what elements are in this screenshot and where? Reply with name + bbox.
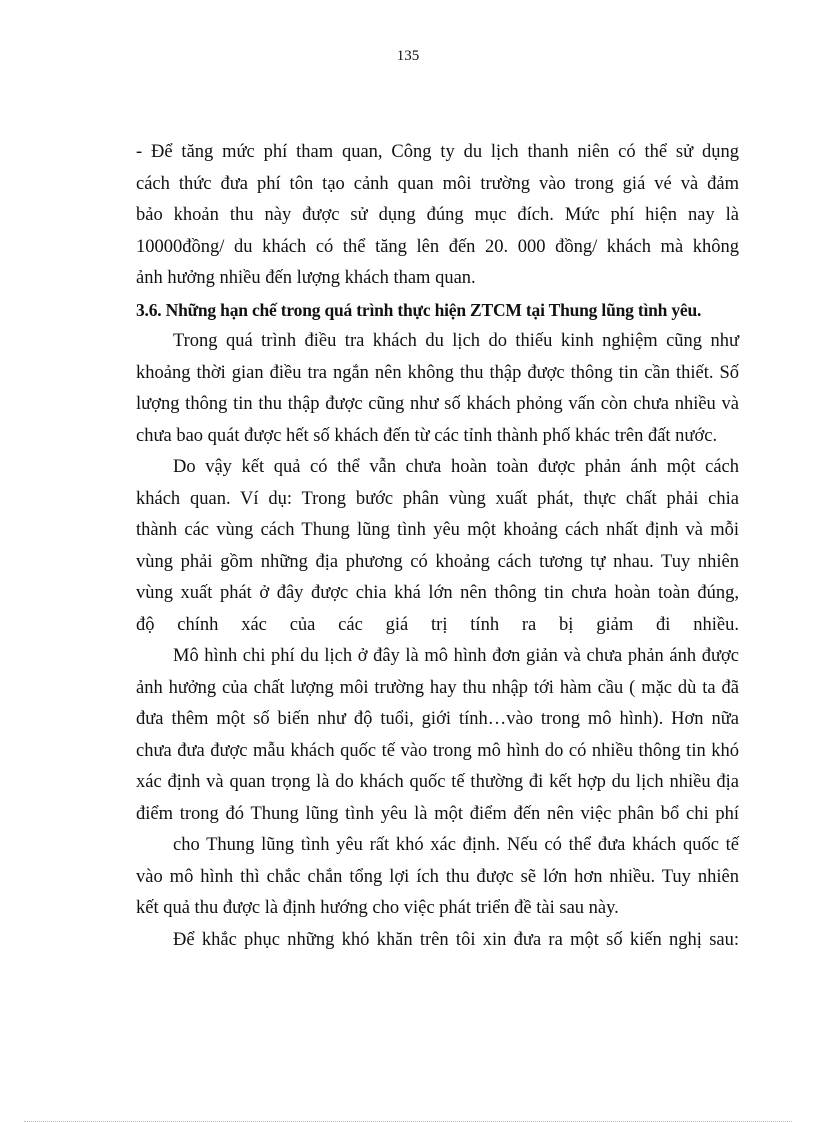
text-line: khoảng thời gian điều tra ngắn nên không thu thập được thông tin cần thiết. Số: [136, 362, 739, 383]
text-line: kết quả thu được là định hướng cho việc phát triển đề tài sau này.: [136, 898, 619, 918]
text-line: vùng xuất phát ở đây được chia khá lớn nên thông tin chưa hoàn toàn đúng,: [136, 583, 739, 603]
text-line: đưa thêm một số biến như độ tuổi, giới tính…vào trong mô hình). Hơn nữa: [136, 709, 739, 729]
text-line: thành các vùng cách Thung lũng tình yêu một khoảng cách nhất định và mỗi: [136, 520, 739, 540]
text-line: Trong quá trình điều tra khách du lịch do thiếu kinh nghiệm cũng như: [173, 331, 739, 351]
text-line: Để khắc phục những khó khăn trên tôi xin đưa ra một số kiến nghị sau:: [173, 929, 739, 950]
paragraph-recommendations-intro: [136, 925, 739, 957]
text-line: độ chính xác của các giá trị tính ra bị giảm đi nhiều.: [136, 614, 739, 635]
text-line: khách quan. Ví dụ: Trong bước phân vùng xuất phát, thực chất phải chia: [136, 488, 739, 509]
paragraph-results-objectivity: [136, 452, 739, 641]
text-line: 10000đồng/ du khách có thể tăng lên đến 20. 000 đồng/ khách mà không: [136, 236, 739, 257]
text-line: - Để tăng mức phí tham quan, Công ty du lịch thanh niên có thể sử dụng: [136, 142, 739, 162]
text-line: chưa bao quát được hết số khách đến từ các tỉnh thành phố khác trên đất nước.: [136, 425, 718, 446]
text-line: ảnh hưởng nhiều đến lượng khách tham quan.: [136, 268, 476, 288]
text-line: chưa đưa được mẫu khách quốc tế vào trong mô hình do có nhiều thông tin khó: [136, 740, 739, 761]
text-line: vùng phải gồm những địa phương có khoảng cách tương tự nhau. Tuy nhiên: [136, 551, 739, 572]
document-body: [136, 137, 739, 956]
text-line: bảo khoản thu này được sử dụng đúng mục đích. Mức phí hiện nay là: [136, 205, 739, 225]
text-line: lượng thông tin thu thập được cũng như số khách phỏng vấn còn chưa nhiều và: [136, 394, 739, 414]
text-line: cách thức đưa phí tôn tạo cảnh quan môi trường vào trong giá vé và đảm: [136, 173, 739, 194]
text-line: ảnh hưởng của chất lượng môi trường hay thu nhập tới hàm cầu ( mặc dù ta đã: [136, 677, 739, 698]
page-bottom-rule: [24, 1121, 792, 1122]
section-heading: 3.6. Những hạn chế trong quá trình thực hiện ZTCM tại Thung lũng tình yêu.: [136, 299, 702, 320]
paragraph-cost-allocation: [136, 830, 739, 925]
text-line: điểm trong đó Thung lũng tình yêu là một điểm đến nên việc phân bổ chi phí: [136, 803, 739, 824]
paragraph-fee-increase: [136, 137, 739, 295]
text-line: cho Thung lũng tình yêu rất khó xác định. Nếu có thể đưa khách quốc tế: [173, 835, 739, 855]
page-number: 135: [396, 48, 420, 64]
text-line: Do vậy kết quả có thể vẫn chưa hoàn toàn được phản ánh một cách: [173, 457, 739, 477]
text-line: Mô hình chi phí du lịch ở đây là mô hình đơn giản và chưa phản ánh được: [173, 646, 739, 666]
text-line: vào mô hình thì chắc chắn tổng lợi ích thu được sẽ lớn hơn nhiều. Tuy nhiên: [136, 866, 739, 887]
paragraph-model-limits: [136, 641, 739, 830]
text-line: xác định và quan trọng là do khách quốc tế thường đi kết hợp du lịch nhiều địa: [136, 772, 739, 792]
paragraph-survey-limits: [136, 326, 739, 452]
